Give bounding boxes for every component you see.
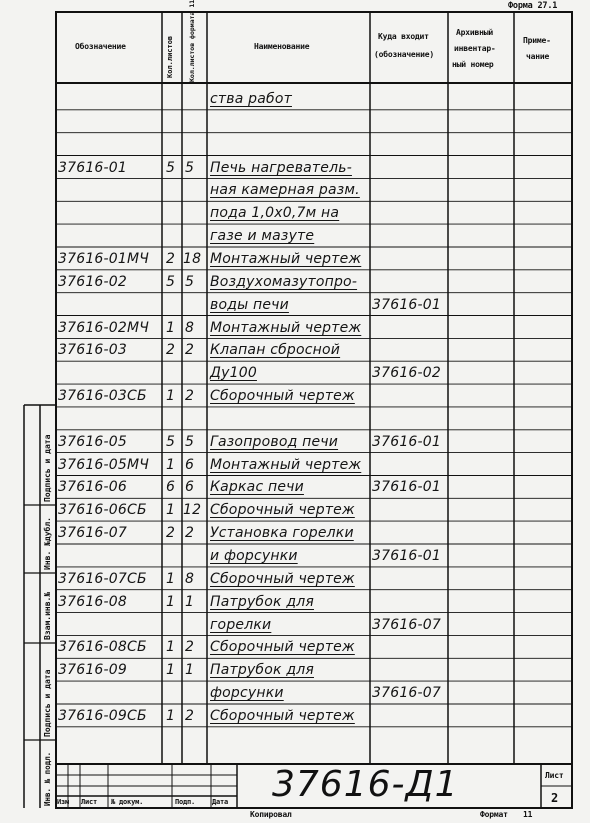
row-format-count: 6	[185, 479, 195, 496]
row-where-used: 37616-02	[372, 365, 442, 382]
row-format-count: 5	[185, 159, 195, 176]
row-format-count: 6	[185, 456, 195, 473]
row-name: пода 1,0х0,7м на	[210, 205, 340, 222]
row-designation: 37616-09СБ	[58, 707, 147, 724]
row-designation: 37616-01	[58, 159, 128, 176]
row-designation: 37616-05МЧ	[58, 456, 150, 473]
header-archive-line3: ный номер	[452, 60, 494, 69]
row-name: Каркас печи	[210, 479, 304, 496]
row-format-count: 12	[183, 502, 202, 519]
row-name: форсунки	[210, 685, 284, 702]
row-designation: 37616-07	[58, 525, 128, 542]
row-designation: 37616-02МЧ	[58, 319, 150, 336]
side-label-signature-date-top: Подпись и дата	[43, 434, 52, 502]
stamp-format-value: 11	[523, 810, 533, 819]
row-name: Сборочный чертеж	[210, 570, 355, 587]
row-sheet-count: 1	[166, 456, 176, 473]
row-designation: 37616-08СБ	[58, 639, 147, 656]
row-sheet-count: 1	[166, 662, 176, 679]
row-sheet-count: 1	[166, 593, 176, 610]
row-name: Воздухомазутопро-	[210, 273, 358, 290]
row-where-used: 37616-07	[372, 685, 442, 702]
row-sheet-count: 2	[166, 342, 176, 359]
row-format-count: 1	[185, 662, 195, 679]
row-name: Патрубок для	[210, 593, 314, 610]
stamp-designation: 37616-Д1	[272, 764, 459, 805]
row-where-used: 37616-01	[372, 296, 442, 313]
row-name: Сборочный чертеж	[210, 388, 355, 405]
header-archive-line1: Архивный	[456, 28, 493, 37]
header-name: Наименование	[254, 42, 310, 51]
row-name: воды печи	[210, 296, 289, 313]
stamp-sheet-number: 2	[551, 791, 559, 805]
row-name: горелки	[210, 616, 272, 633]
row-name: и форсунки	[210, 548, 298, 564]
row-format-count: 2	[185, 639, 195, 656]
row-designation: 37616-07СБ	[58, 570, 147, 587]
row-name: ная камерная разм.	[210, 182, 360, 199]
row-name: Клапан сбросной	[210, 342, 341, 359]
row-name: ства работ	[210, 91, 292, 107]
row-name: Монтажный чертеж	[210, 319, 362, 336]
row-sheet-count: 1	[166, 639, 176, 656]
header-where-line2: (обозначение)	[374, 50, 435, 59]
header-note-line1: Приме-	[523, 36, 551, 45]
row-sheet-count: 6	[166, 479, 176, 496]
header-sheets-format: Кол.листов формата 11	[188, 0, 196, 82]
row-format-count: 2	[185, 388, 195, 405]
row-designation: 37616-05	[58, 433, 128, 450]
row-where-used: 37616-01	[372, 548, 442, 564]
form-label: Форма 27.1	[508, 1, 558, 11]
stamp-col-sign: Подп.	[175, 798, 196, 806]
row-where-used: 37616-01	[372, 479, 442, 496]
header-note-line2: чание	[526, 52, 550, 61]
row-format-count: 18	[183, 250, 202, 267]
row-where-used: 37616-01	[372, 433, 442, 450]
stamp-col-change: Изм	[57, 798, 70, 806]
row-format-count: 8	[185, 319, 195, 336]
row-sheet-count: 1	[166, 388, 176, 405]
row-format-count: 2	[185, 525, 195, 542]
row-sheet-count: 1	[166, 319, 176, 336]
row-designation: 37616-06	[58, 479, 128, 496]
row-designation: 37616-03	[58, 342, 128, 359]
row-designation: 37616-08	[58, 593, 128, 610]
row-name: Сборочный чертеж	[210, 707, 355, 724]
row-name: Сборочный чертеж	[210, 639, 355, 656]
row-sheet-count: 1	[166, 502, 176, 519]
row-where-used: 37616-07	[372, 616, 442, 633]
row-name: Патрубок для	[210, 662, 314, 679]
row-sheet-count: 5	[166, 159, 176, 176]
row-format-count: 2	[185, 342, 195, 359]
row-name: Монтажный чертеж	[210, 456, 362, 473]
row-sheet-count: 2	[166, 250, 176, 267]
side-label-inv-orig: Инв. № подл.	[43, 751, 52, 806]
header-where-line1: Куда входит	[378, 32, 429, 41]
row-format-count: 8	[185, 570, 195, 587]
stamp-col-doc: № докум.	[111, 798, 144, 806]
stamp-format-label: Формат	[480, 810, 508, 819]
row-name: Монтажный чертеж	[210, 250, 362, 267]
row-designation: 37616-09	[58, 662, 128, 679]
row-name: Печь нагреватель-	[210, 159, 352, 176]
row-designation: 37616-06СБ	[58, 502, 147, 519]
stamp-copied: Копировал	[250, 810, 292, 819]
row-name: Ду100	[210, 365, 257, 382]
row-format-count: 5	[185, 433, 195, 450]
side-label-inv-dup: Инв. №дубл.	[43, 517, 52, 570]
row-name: Сборочный чертеж	[210, 502, 355, 519]
row-designation: 37616-01МЧ	[58, 250, 150, 267]
side-label-replaces-inv: Взам.инв.№	[43, 591, 52, 640]
row-sheet-count: 5	[166, 273, 176, 290]
header-sheets-count: Кол.листов	[166, 35, 174, 78]
stamp-col-date: Дата	[212, 798, 229, 806]
header-archive-line2: инвентар-	[454, 44, 496, 53]
row-sheet-count: 1	[166, 707, 176, 724]
row-format-count: 1	[185, 593, 195, 610]
stamp-col-sheet: Лист	[81, 798, 98, 806]
row-format-count: 2	[185, 707, 195, 724]
row-name: Газопровод печи	[210, 433, 339, 450]
row-name: газе и мазуте	[210, 228, 315, 245]
row-sheet-count: 5	[166, 433, 176, 450]
row-sheet-count: 2	[166, 525, 176, 542]
row-name: Установка горелки	[210, 525, 354, 542]
side-label-signature-date-bottom: Подпись и дата	[43, 669, 52, 737]
row-sheet-count: 1	[166, 570, 176, 587]
row-format-count: 5	[185, 273, 195, 290]
header-designation: Обозначение	[75, 42, 126, 51]
row-designation: 37616-02	[58, 273, 128, 290]
row-designation: 37616-03СБ	[58, 388, 147, 405]
stamp-sheet-label: Лист	[545, 771, 564, 780]
